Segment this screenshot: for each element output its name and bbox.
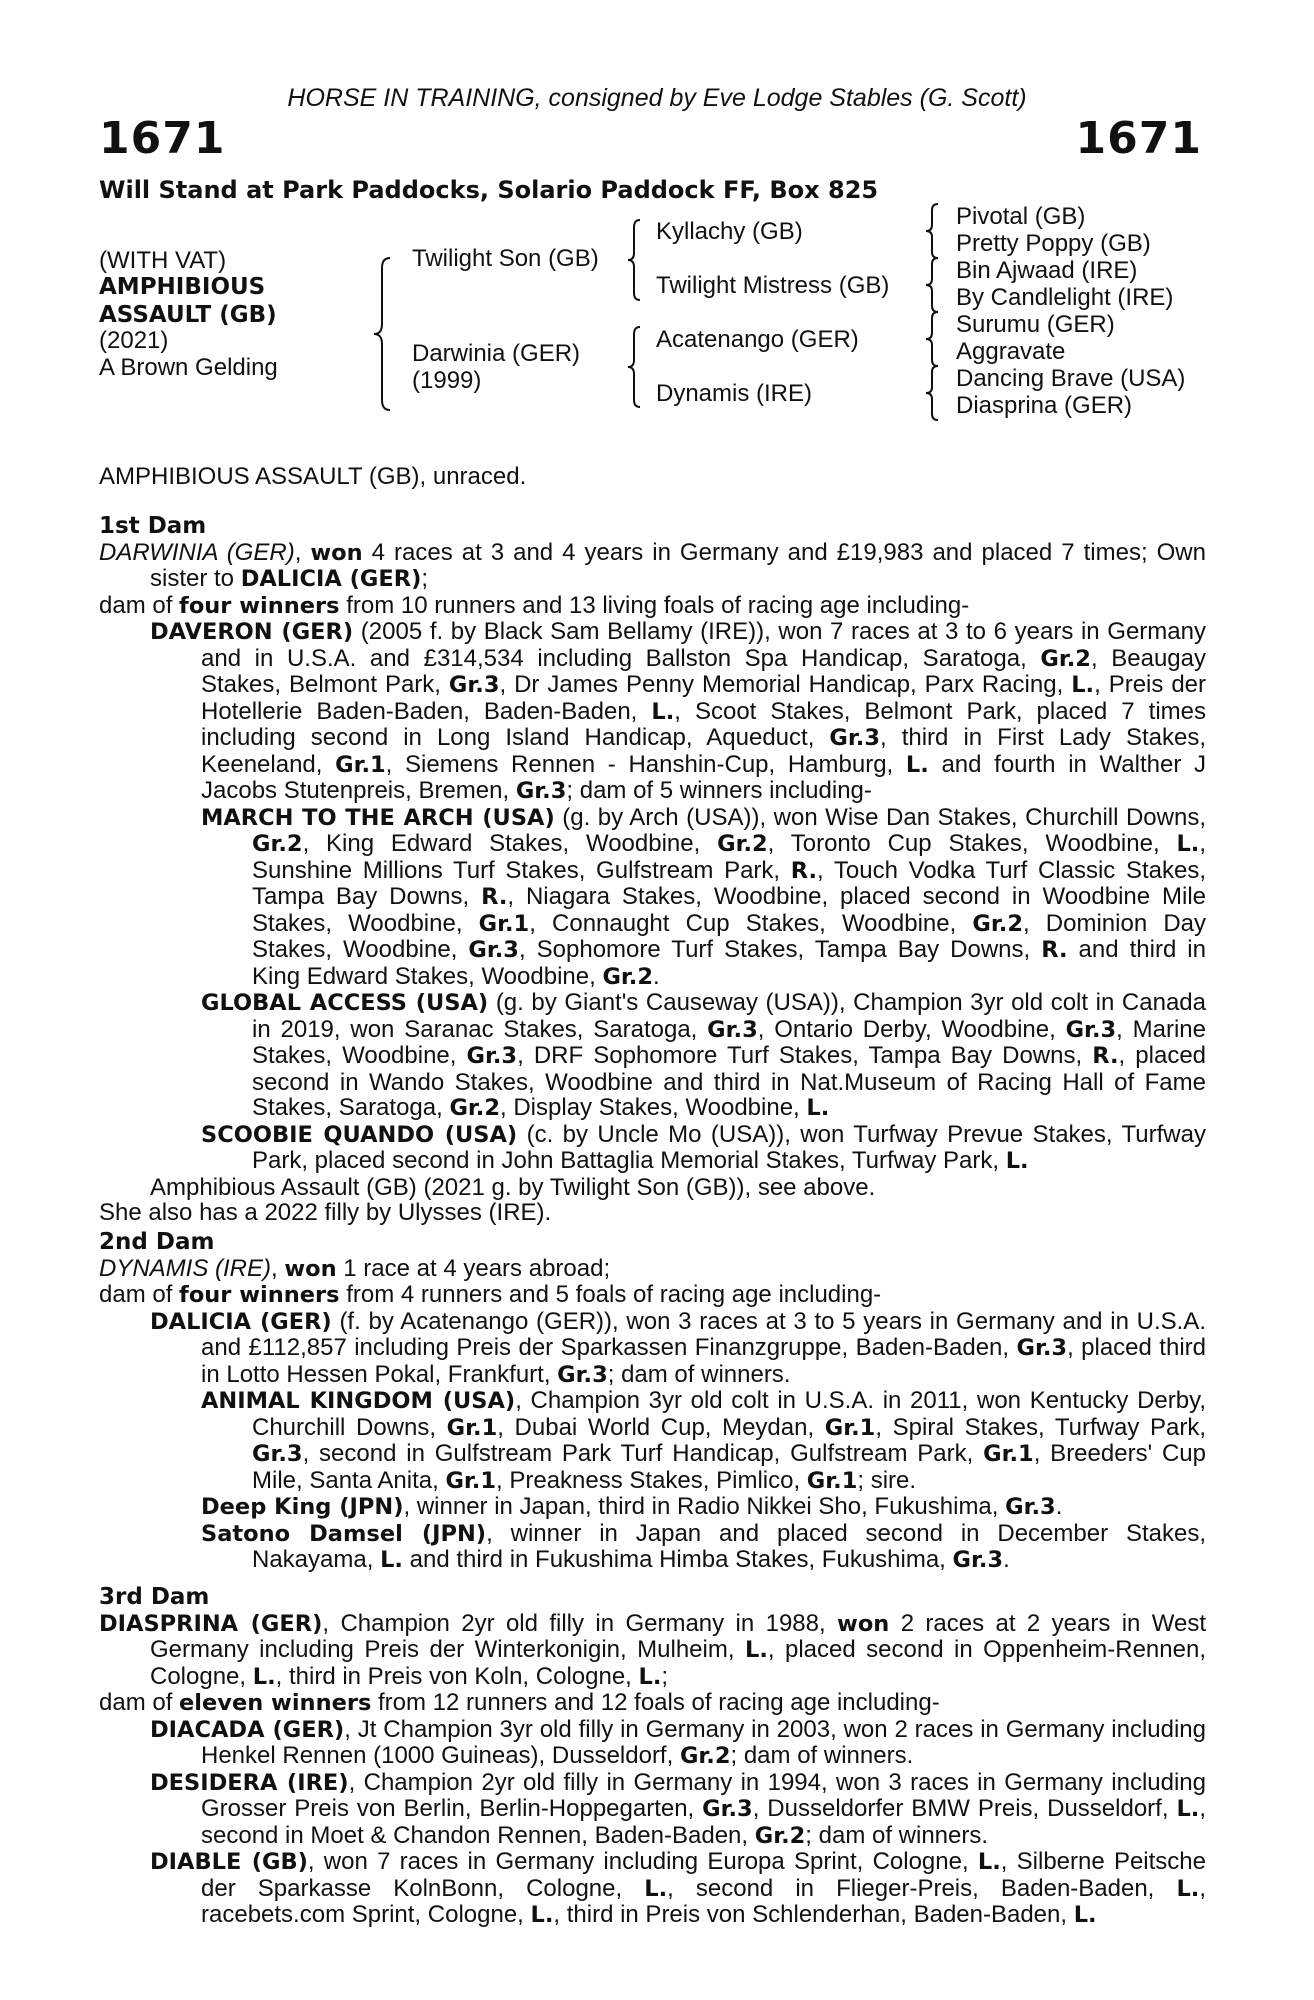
sire: Twilight Son (GB) (412, 245, 599, 272)
produce-entry: Amphibious Assault (GB) (2021 g. by Twilight Son (GB)), see above. (150, 1173, 876, 1201)
horse-description: A Brown Gelding (99, 354, 278, 381)
produce-entry: MARCH TO THE ARCH (USA) (g. by Arch (USA)), won Wise Dan Stakes, Churchill Downs, Gr.2, King Edward Stakes, Woodbine, Gr.2, Toronto Cup Stakes, Woodbine, L., Sunshine Millions Turf Stakes, Gulfstream Park, R., Touch Vodka Turf Classic Stakes, Tampa Bay Downs, R., Niagara Stakes, Woodbine, placed second in Woodbine Mile Stakes, Woodbine, Gr.1, Connaught Cup Stakes, Woodbine, Gr.2, Dominion Day Stakes, Woodbine, Gr.3, Sophomore Turf Stakes, Tampa Bay Downs, R. and third in King Edward Stakes, Woodbine, Gr.2. (201, 803, 1207, 990)
ggp-1: Pivotal (GB) (956, 203, 1086, 230)
ggp-8: Diasprina (GER) (956, 392, 1133, 419)
ggp-2: Pretty Poppy (GB) (956, 230, 1151, 257)
produce-summary: dam of four winners from 4 runners and 5 foals of racing age including- (99, 1281, 882, 1308)
dam-year: (1999) (412, 367, 482, 394)
race-record-summary: AMPHIBIOUS ASSAULT (GB), unraced. (99, 463, 527, 490)
produce-entry: DAVERON (GER) (2005 f. by Black Sam Bellamy (IRE)), won 7 races at 3 to 6 years in Germany and in U.S.A. and £314,534 including Ballston Spa Handicap, Saratoga, Gr.2, Beaugay Stakes, Belmont Park, Gr.3, Dr James Penny Memorial Handicap, Parx Racing, L., Preis der Hotellerie Baden-Baden, Baden-Baden, L., Scoot Stakes, Belmont Park, placed 7 times including second in Long Island Handicap, Aqueduct, Gr.3, third in First Lady Stakes, Keeneland, Gr.1, Siemens Rennen - Hanshin-Cup, Hamburg, L. and fourth in Walther J Jacobs Stutenpreis, Bremen, Gr.3; dam of 5 winners including- (150, 618, 1207, 804)
produce-entry: DIABLE (GB), won 7 races in Germany including Europa Sprint, Cologne, L., Silberne Peitsche der Sparkasse KolnBonn, Cologne, L., second in Flieger-Preis, Baden-Baden, L., racebets.com Sprint, Cologne, L., third in Preis von Schlenderhan, Baden-Baden, L. (150, 1848, 1206, 1928)
brace-sire (628, 220, 642, 300)
produce-entry: DIACADA (GER), Jt Champion 3yr old filly in Germany in 2003, won 2 races in Germany including Henkel Rennen (1000 Guineas), Dusseldorf, Gr.2; dam of winners. (150, 1715, 1206, 1769)
produce-entry: GLOBAL ACCESS (USA) (g. by Giant's Causeway (USA)), Champion 3yr old colt in Canada in 2019, won Saranac Stakes, Saratoga, Gr.3, Ontario Derby, Woodbine, Gr.3, Marine Stakes, Woodbine, Gr.3, DRF Sophomore Turf Stakes, Tampa Bay Downs, R., placed second in Wando Stakes, Woodbine and third in Nat.Museum of Racing Hall of Fame Stakes, Saratoga, Gr.2, Display Stakes, Woodbine, L. (201, 989, 1207, 1121)
third-dam-section (99, 1585, 1206, 1929)
produce-summary: dam of four winners from 10 runners and 13 living foals of racing age including- (99, 591, 970, 619)
stand-location: Will Stand at Park Paddocks, Solario Paddock FF, Box 825 (99, 176, 879, 204)
produce-entry: DALICIA (GER) (f. by Acatenango (GER)), won 3 races at 3 to 5 years in Germany and in U.S.A. and £112,857 including Preis der Sparkassen Finanzgruppe, Baden-Baden, Gr.3, placed third in Lotto Hessen Pokal, Frankfurt, Gr.3; dam of winners. (150, 1307, 1206, 1388)
ggp-4: By Candlelight (IRE) (956, 284, 1174, 311)
produce-entry: SCOOBIE QUANDO (USA) (c. by Uncle Mo (USA)), won Turfway Prevue Stakes, Turfway Park, placed second in John Battaglia Memorial Stakes, Turfway Park, L. (201, 1120, 1206, 1174)
dam-entry: DIASPRINA (GER), Champion 2yr old filly in Germany in 1988, won 2 races at 2 years in West Germany including Preis der Winterkonigin, Mulheim, L., placed second in Oppenheim-Rennen, Cologne, L., third in Preis von Koln, Cologne, L.; (99, 1609, 1206, 1690)
section-heading: 2nd Dam (99, 1229, 215, 1255)
dam: Darwinia (GER) (412, 340, 581, 367)
produce-summary: dam of eleven winners from 12 runners and 12 foals of racing age including- (99, 1689, 940, 1716)
section-heading: 3rd Dam (99, 1584, 210, 1610)
section-heading: 1st Dam (99, 513, 207, 539)
vat-note: (WITH VAT) (99, 247, 227, 274)
produce-note: She also has a 2022 filly by Ulysses (IRE). (99, 1199, 552, 1226)
ggp-5: Surumu (GER) (956, 311, 1115, 338)
horse-name-line2: ASSAULT (GB) (99, 302, 277, 328)
foaling-year: (2021) (99, 327, 169, 354)
sire-sire: Kyllachy (GB) (656, 218, 803, 245)
dam-entry: DARWINIA (GER), won 4 races at 3 and 4 years in Germany and £19,983 and placed 7 times; Own sister to DALICIA (GER); (99, 538, 1206, 592)
produce-entry: Deep King (JPN), winner in Japan, third in Radio Nikkei Sho, Fukushima, Gr.3. (201, 1493, 1063, 1520)
first-dam-section (99, 514, 1206, 1226)
produce-entry: Satono Damsel (JPN), winner in Japan and placed second in December Stakes, Nakayama, L. and third in Fukushima Himba Stakes, Fukushima, Gr.3. (201, 1519, 1206, 1573)
brace-ggp-2 (926, 258, 940, 312)
consignment-title: HORSE IN TRAINING, consigned by Eve Lodge Stables (G. Scott) (287, 84, 1027, 112)
ggp-6: Aggravate (956, 338, 1066, 365)
brace-ggp-4 (926, 366, 940, 420)
brace-main (374, 258, 394, 410)
brace-ggp-3 (926, 312, 940, 366)
brace-dam (628, 327, 642, 407)
sire-dam: Twilight Mistress (GB) (656, 272, 890, 299)
lot-number-right: 1671 (1075, 113, 1202, 164)
ggp-3: Bin Ajwaad (IRE) (956, 257, 1138, 284)
dam-sire: Acatenango (GER) (656, 326, 859, 353)
brace-ggp-1 (926, 204, 940, 258)
horse-name-line1: AMPHIBIOUS (99, 274, 266, 300)
dam-entry: DYNAMIS (IRE), won 1 race at 4 years abroad; (99, 1254, 611, 1282)
dam-dam: Dynamis (IRE) (656, 380, 813, 407)
lot-number-left: 1671 (99, 113, 226, 164)
ggp-7: Dancing Brave (USA) (956, 365, 1186, 392)
produce-entry: ANIMAL KINGDOM (USA), Champion 3yr old colt in U.S.A. in 2011, won Kentucky Derby, Churchill Downs, Gr.1, Dubai World Cup, Meydan, Gr.1, Spiral Stakes, Turfway Park, Gr.3, second in Gulfstream Park Turf Handicap, Gulfstream Park, Gr.1, Breeders' Cup Mile, Santa Anita, Gr.1, Preakness Stakes, Pimlico, Gr.1; sire. (201, 1387, 1206, 1494)
produce-entry: DESIDERA (IRE), Champion 2yr old filly in Germany in 1994, won 3 races in Germany including Grosser Preis von Berlin, Berlin-Hoppegarten, Gr.3, Dusseldorfer BMW Preis, Dusseldorf, L., second in Moet & Chandon Rennen, Baden-Baden, Gr.2; dam of winners. (150, 1768, 1207, 1849)
second-dam-section (99, 1230, 1206, 1574)
